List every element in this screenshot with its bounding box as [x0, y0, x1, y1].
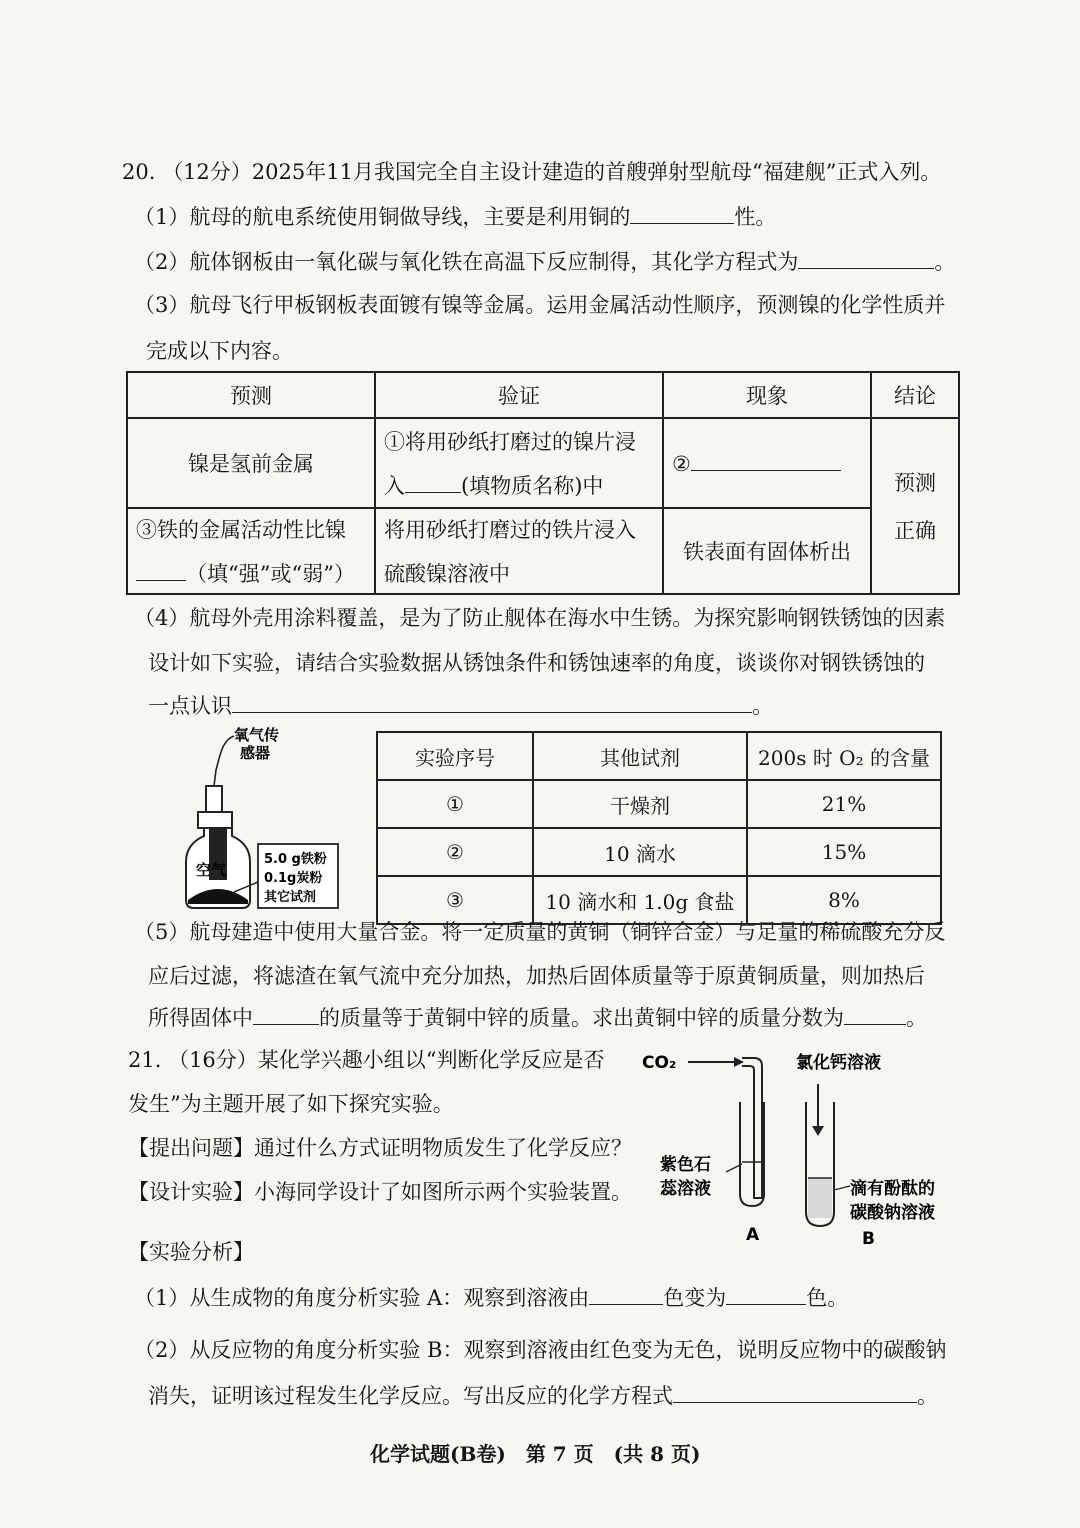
- exp-header-number: 实验序号: [377, 732, 533, 780]
- prediction-table: [126, 371, 960, 595]
- q20-part3-line1: （3）航母飞行甲板钢板表面镀有镍等金属。运用金属活动性顺序，预测镍的化学性质并: [134, 293, 946, 317]
- q21-part2-line1: （2）从反应物的角度分析实验 B：观察到溶液由红色变为无色，说明反应物中的碳酸钠: [134, 1338, 947, 1362]
- q21-color-from-blank[interactable]: [589, 1284, 663, 1305]
- header-phenomenon: 现象: [663, 372, 871, 418]
- row2-predict-line1: ③铁的金属活动性比镍: [136, 518, 346, 542]
- q20-part4-line2: 设计如下实验，请结合实验数据从锈蚀条件和锈蚀速率的角度，谈谈你对钢铁锈蚀的: [148, 651, 925, 675]
- q20-part2-blank[interactable]: [798, 248, 934, 269]
- q20-part5-text1: 所得固体中: [148, 1006, 253, 1030]
- exp-cell: 10 滴水和 1.0g 食盐: [533, 876, 747, 924]
- q20-part1-suffix: 性。: [734, 205, 777, 229]
- q20-part5-fraction-blank[interactable]: [844, 1004, 906, 1025]
- q21-design: 【设计实验】小海同学设计了如图所示两个实验装置。: [128, 1180, 632, 1204]
- table-row: [377, 876, 941, 924]
- row1-phenomenon-blank[interactable]: [691, 450, 841, 471]
- q21-analysis-heading: 【实验分析】: [128, 1240, 254, 1264]
- q20-part2-text: （2）航体钢板由一氧化碳与氧化铁在高温下反应制得，其化学方程式为: [134, 250, 799, 274]
- sensor-label-line2: 感器: [240, 744, 271, 762]
- row2-strength-blank[interactable]: [136, 560, 186, 581]
- phenol-label-line1: 滴有酚酞的: [850, 1179, 935, 1199]
- q20-part5-line3: [148, 1004, 927, 1032]
- exp-header-reagent: 其他试剂: [533, 732, 747, 780]
- q20-part4-suffix: 。: [752, 694, 773, 718]
- exp-cell: 干燥剂: [533, 780, 747, 828]
- exp-cell: 8%: [747, 876, 941, 924]
- q21-part1-suffix: 色。: [806, 1286, 849, 1310]
- q20-part3-line2: 完成以下内容。: [146, 339, 293, 363]
- row1-phenom-marker: ②: [672, 452, 691, 476]
- q21-part2-text: 消失，证明该过程发生化学反应。写出反应的化学方程式: [148, 1384, 673, 1408]
- q21-part2-line2: [148, 1382, 938, 1410]
- litmus-label-line1: 紫色石: [660, 1155, 711, 1175]
- exp-header-oxygen: 200s 时 O₂ 的含量: [747, 732, 941, 780]
- q20-part1-blank[interactable]: [630, 203, 734, 224]
- row1-verify-prefix: 入: [384, 474, 405, 498]
- other-reagent-label: 其它试剂: [264, 890, 317, 905]
- conclusion-cell: [871, 418, 959, 594]
- carbon-powder-label: 0.1g炭粉: [264, 871, 323, 886]
- test-tube-apparatus: [636, 1040, 956, 1250]
- oxygen-sensor-apparatus: [176, 722, 342, 912]
- q21-ask: 【提出问题】通过什么方式证明物质发生了化学反应？: [128, 1136, 632, 1160]
- q20-part1-text: （1）航母的航电系统使用铜做导线，主要是利用铜的: [134, 205, 631, 229]
- q21-part1-text: （1）从生成物的角度分析实验 A：观察到溶液由: [134, 1286, 590, 1310]
- q21-part2-suffix: 。: [917, 1384, 938, 1408]
- row2-predict: [127, 508, 375, 594]
- row1-verify-suffix: (填物质名称)中: [461, 474, 604, 498]
- page-footer: 化学试题(B卷) 第 7 页 (共 8 页): [370, 1442, 701, 1466]
- conclusion-line2: 正确: [894, 519, 936, 543]
- row1-verify: [375, 418, 663, 508]
- q20-part4-text: 一点认识: [148, 694, 232, 718]
- rust-experiment-table: [376, 731, 942, 925]
- exp-cell: ②: [377, 828, 533, 876]
- exp-cell: 10 滴水: [533, 828, 747, 876]
- q20-part5-text2: 的质量等于黄铜中锌的质量。求出黄铜中锌的质量分数为: [319, 1006, 844, 1030]
- row2-verify-line1: 将用砂纸打磨过的铁片浸入: [384, 518, 636, 542]
- q20-part1: [134, 203, 776, 231]
- row1-phenomenon: [663, 418, 871, 508]
- row2-predict-hint: （填“强”或“弱”）: [186, 562, 355, 586]
- tube-b-label: B: [862, 1229, 875, 1249]
- q21-intro-line2: 发生”为主题开展了如下探究实验。: [128, 1092, 454, 1116]
- row2-predict-line2: [136, 558, 366, 588]
- row2-phenomenon: 铁表面有固体析出: [663, 508, 871, 594]
- q20-part5-suffix: 。: [906, 1006, 927, 1030]
- q20-intro: 20. （12分）2025年11月我国完全自主设计建造的首艘弹射型航母“福建舰”正式入列。: [122, 160, 942, 184]
- header-verify: 验证: [375, 372, 663, 418]
- q20-part2: [134, 248, 955, 276]
- q21-part1: [134, 1284, 848, 1312]
- q21-color-to-blank[interactable]: [726, 1284, 806, 1305]
- air-label: 空气: [196, 861, 227, 879]
- table-row: [377, 780, 941, 828]
- q20-part5-line2: 应后过滤，将滤渣在氧气流中充分加热，加热后固体质量等于原黄铜质量，则加热后: [148, 964, 925, 988]
- tube-a-label: A: [746, 1225, 760, 1245]
- q20-part4-line3: [148, 692, 773, 720]
- exp-cell: ①: [377, 780, 533, 828]
- phenol-label-line2: 碳酸钠溶液: [850, 1203, 935, 1223]
- q21-intro-line1: 21. （16分）某化学兴趣小组以“判断化学反应是否: [128, 1048, 605, 1072]
- row1-verify-line1: ①将用砂纸打磨过的镍片浸: [384, 430, 636, 454]
- exp-cell: ③: [377, 876, 533, 924]
- q20-part4-blank[interactable]: [232, 692, 752, 713]
- table-row: [377, 828, 941, 876]
- header-conclusion: 结论: [871, 372, 959, 418]
- litmus-label-line2: 蕊溶液: [660, 1179, 711, 1199]
- row1-substance-blank[interactable]: [405, 472, 461, 493]
- header-predict: 预测: [127, 372, 375, 418]
- q20-part5-line1: （5）航母建造中使用大量合金。将一定质量的黄铜（铜锌合金）与足量的稀硫酸充分反: [134, 920, 946, 944]
- row1-verify-line2: [384, 470, 654, 500]
- conclusion-line1: 预测: [894, 471, 936, 495]
- q21-part1-mid: 色变为: [663, 1286, 727, 1310]
- exp-cell: 15%: [747, 828, 941, 876]
- row1-predict: 镍是氢前金属: [127, 418, 375, 508]
- row2-verify: [375, 508, 663, 594]
- sensor-label-line1: 氧气传: [234, 726, 280, 744]
- q20-part4-line1: （4）航母外壳用涂料覆盖，是为了防止舰体在海水中生锈。为探究影响钢铁锈蚀的因素: [134, 606, 946, 630]
- row2-verify-line2: 硫酸镍溶液中: [384, 562, 510, 586]
- q20-part2-suffix: 。: [934, 250, 956, 274]
- exp-cell: 21%: [747, 780, 941, 828]
- q20-part5-substance-blank[interactable]: [253, 1004, 319, 1025]
- iron-powder-label: 5.0 g铁粉: [264, 852, 327, 867]
- cacl2-label: 氯化钙溶液: [796, 1053, 881, 1073]
- co2-label: CO₂: [642, 1053, 677, 1073]
- q21-equation-blank[interactable]: [673, 1382, 917, 1403]
